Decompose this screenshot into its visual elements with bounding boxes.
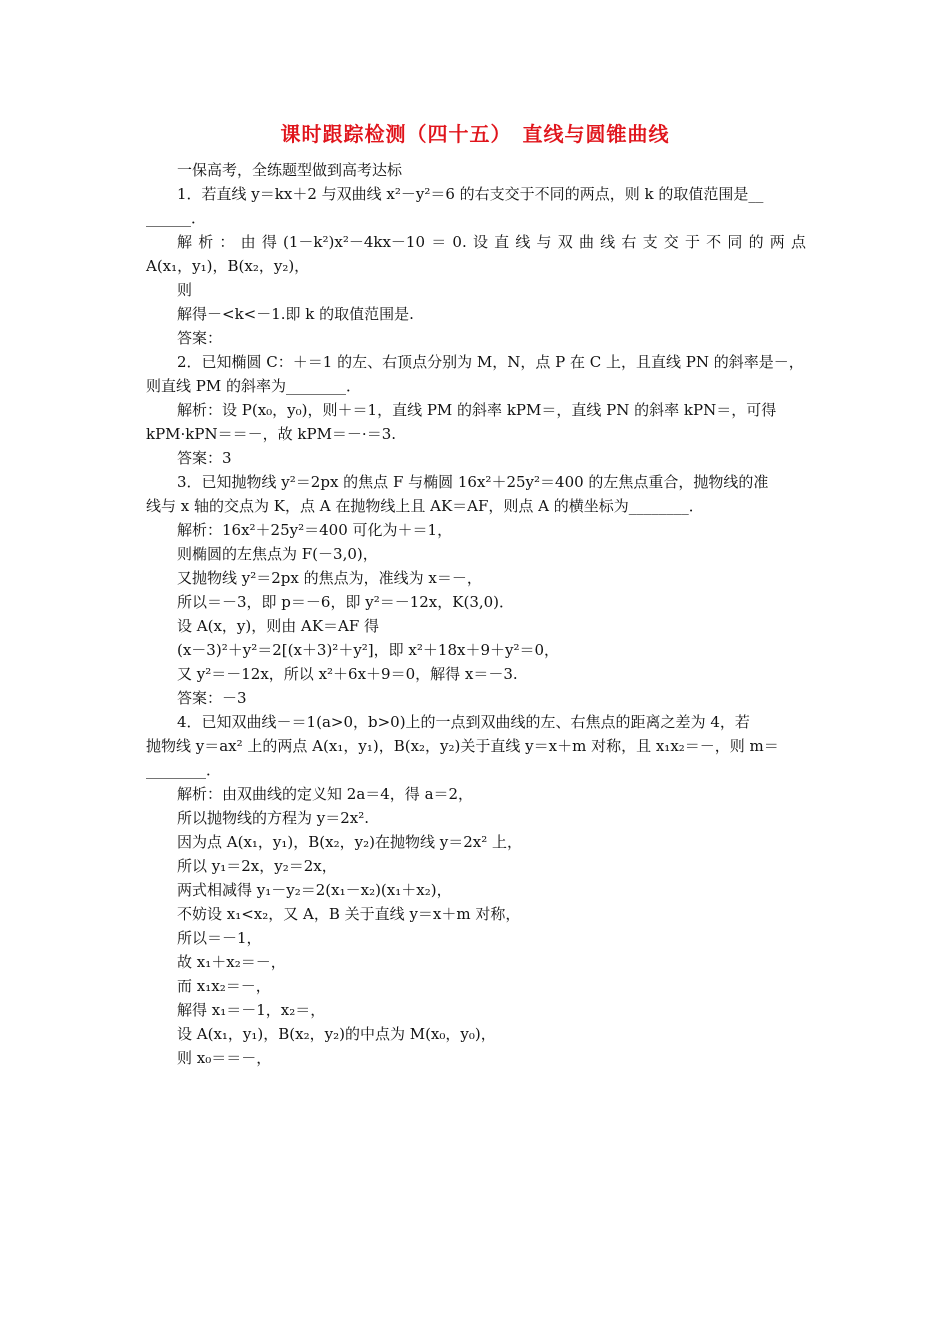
- text-line: 则直线 PM 的斜率为________．: [146, 377, 361, 395]
- text-line: 4．已知双曲线－＝1(a>0，b>0)上的一点到双曲线的左、右焦点的距离之差为 4，若: [177, 713, 750, 731]
- text-line: 则 x₀＝＝－，: [177, 1049, 272, 1067]
- text-line: kPM·kPN＝＝－，故 kPM＝－·＝3.: [146, 425, 397, 443]
- text-line: 解得 x₁＝－1，x₂＝，: [177, 1001, 326, 1019]
- text-line: 抛物线 y＝ax² 上的两点 A(x₁，y₁)，B(x₂，y₂)关于直线 y＝x＋m 对称，且 x₁x₂＝－，则 m＝: [146, 737, 779, 755]
- text-line: 所以＝－1，: [177, 929, 262, 947]
- section-subtitle: 一保高考，全练题型做到高考达标: [177, 161, 403, 179]
- text-line: 线与 x 轴的交点为 K，点 A 在抛物线上且 AK＝AF，则点 A 的横坐标为________．: [146, 497, 704, 515]
- text-line: 2．已知椭圆 C：＋＝1 的左、右顶点分别为 M，N，点 P 在 C 上，且直线 PN 的斜率是－，: [177, 353, 804, 371]
- text-line: 因为点 A(x₁，y₁)，B(x₂，y₂)在抛物线 y＝2x² 上，: [177, 833, 522, 851]
- text-line: 而 x₁x₂＝－，: [177, 977, 271, 995]
- text-line: 3．已知抛物线 y²＝2px 的焦点 F 与椭圆 16x²＋25y²＝400 的左焦点重合，抛物线的准: [177, 473, 769, 491]
- text-line: 解析：16x²＋25y²＝400 可化为＋＝1，: [177, 521, 453, 539]
- text-line: ______．: [146, 209, 207, 227]
- text-line: 故 x₁＋x₂＝－，: [177, 953, 286, 971]
- text-line: 答案：: [177, 329, 223, 347]
- text-lines: [146, 182, 806, 1070]
- text-line: 所以抛物线的方程为 y＝2x².: [177, 809, 370, 827]
- text-line: 两式相减得 y₁－y₂＝2(x₁－x₂)(x₁＋x₂)，: [177, 881, 452, 899]
- text-line: 设 A(x₁，y₁)，B(x₂，y₂)的中点为 M(x₀，y₀)，: [177, 1025, 496, 1043]
- text-line: 1．若直线 y＝kx＋2 与双曲线 x²－y²＝6 的右支交于不同的两点，则 k 的取值范围是__: [177, 185, 764, 203]
- text-line: 答案：3: [177, 449, 232, 467]
- text-line: 则: [177, 281, 193, 299]
- text-line: ________．: [146, 761, 222, 779]
- text-line: 解析：设 P(x₀，y₀)，则＋＝1，直线 PM 的斜率 kPM＝，直线 PN 的斜率 kPN＝，可得: [177, 401, 777, 419]
- text-line: 解析：由得(1－k²)x²－4kx－10＝0.设直线与双曲线右支交于不同的两点: [177, 233, 806, 251]
- text-line: 答案：－3: [177, 689, 247, 707]
- text-line: 解得－<k<－1.即 k 的取值范围是.: [177, 305, 414, 323]
- text-line: 不妨设 x₁<x₂，又 A，B 关于直线 y＝x＋m 对称，: [177, 905, 521, 923]
- text-line: (x－3)²＋y²＝2[(x＋3)²＋y²]，即 x²＋18x＋9＋y²＝0，: [177, 641, 560, 659]
- document-body: [146, 158, 806, 1070]
- text-line: 所以＝－3，即 p＝－6，即 y²＝－12x，K(3,0)．: [177, 593, 515, 611]
- text-line: 解析：由双曲线的定义知 2a＝4，得 a＝2，: [177, 785, 474, 803]
- text-line: 所以 y₁＝2x，y₂＝2x，: [177, 857, 337, 875]
- text-line: 又抛物线 y²＝2px 的焦点为，准线为 x＝－，: [177, 569, 482, 587]
- text-line: 又 y²＝－12x，所以 x²＋6x＋9＝0，解得 x＝－3.: [177, 665, 518, 683]
- text-line: 则椭圆的左焦点为 F(－3,0)，: [177, 545, 378, 563]
- text-line: 设 A(x，y)，则由 AK＝AF 得: [177, 617, 380, 635]
- text-line: A(x₁，y₁)，B(x₂，y₂)，: [146, 257, 310, 275]
- document-title: 课时跟踪检测（四十五） 直线与圆锥曲线: [280, 122, 670, 146]
